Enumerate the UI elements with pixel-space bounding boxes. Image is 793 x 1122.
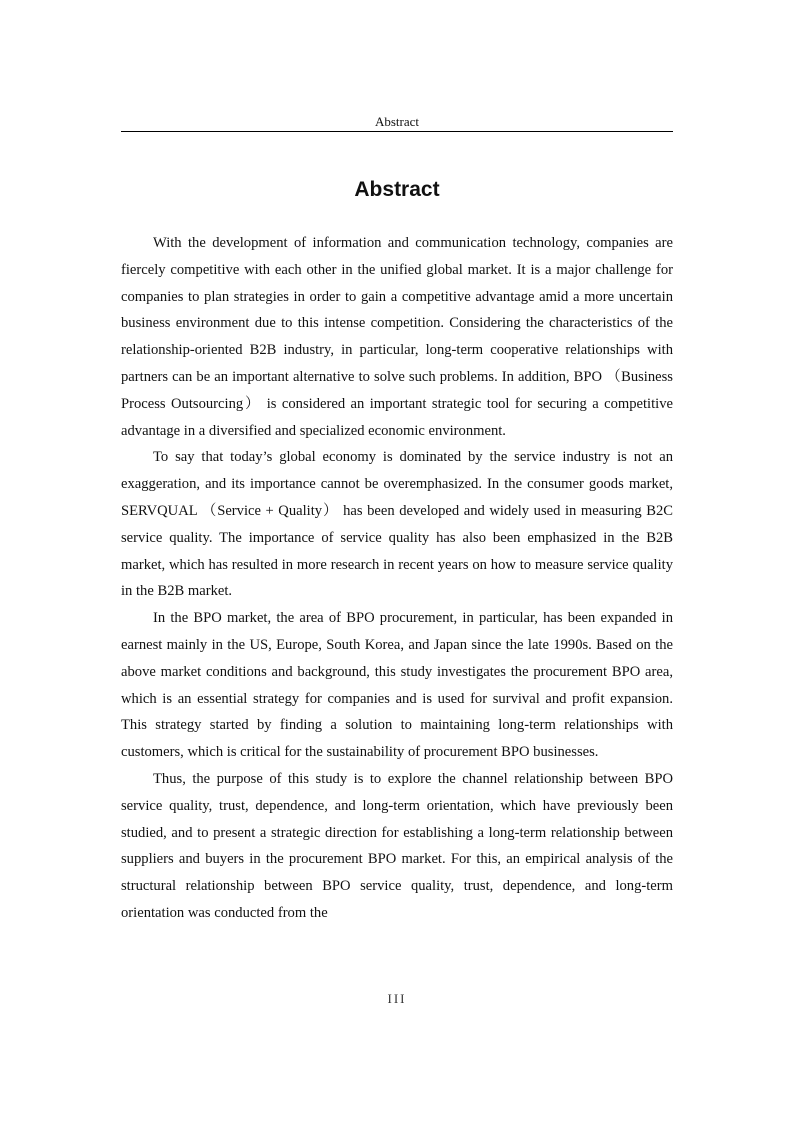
page-number: III [387,991,407,1006]
header-rule [121,131,673,132]
page-title: Abstract [354,178,440,201]
paragraph: To say that today’s global economy is dominated by the service industry is not an exaggeration, and its importance cannot be overemphasized. In the consumer goods market, SERVQUAL （Service + Quality） has been developed and widely used in measuring B2C service quality. The importance of service quality has also been emphasized in the B2B market, which has resulted in more research in recent years on how to measure service quality in the B2B market. [121,449,673,600]
running-header: Abstract [374,114,420,129]
paragraph: In the BPO market, the area of BPO procurement, in particular, has been expanded in earnest mainly in the US, Europe, South Korea, and Japan since the late 1990s. Based on the above market conditions and background, this study investigates the procurement BPO area, which is an essential strategy for companies and is used for survival and profit expansion. This strategy started by finding a solution to maintaining long-term relationships with customers, which is critical for the sustainability of procurement BPO businesses. [121,610,673,761]
abstract-body [121,230,673,927]
paragraph: With the development of information and communication technology, companies are fiercely competitive with each other in the unified global market. It is a major challenge for companies to plan strategies in order to gain a competitive advantage amid a more uncertain business environment due to this intense competition. Considering the characteristics of the relationship-oriented B2B industry, in particular, long-term cooperative relationships with partners can be an important alternative to solve such problems. In addition, BPO （Business Process Outsourcing） is considered an important strategic tool for securing a competitive advantage in a diversified and specialized economic environment. [121,235,673,439]
paragraph: Thus, the purpose of this study is to explore the channel relationship between BPO service quality, trust, dependence, and long-term orientation, which have previously been studied, and to present a strategic direction for establishing a long-term relationship between suppliers and buyers in the procurement BPO market. For this, an empirical analysis of the structural relationship between BPO service quality, trust, dependence, and long-term orientation was conducted from the [121,770,673,921]
